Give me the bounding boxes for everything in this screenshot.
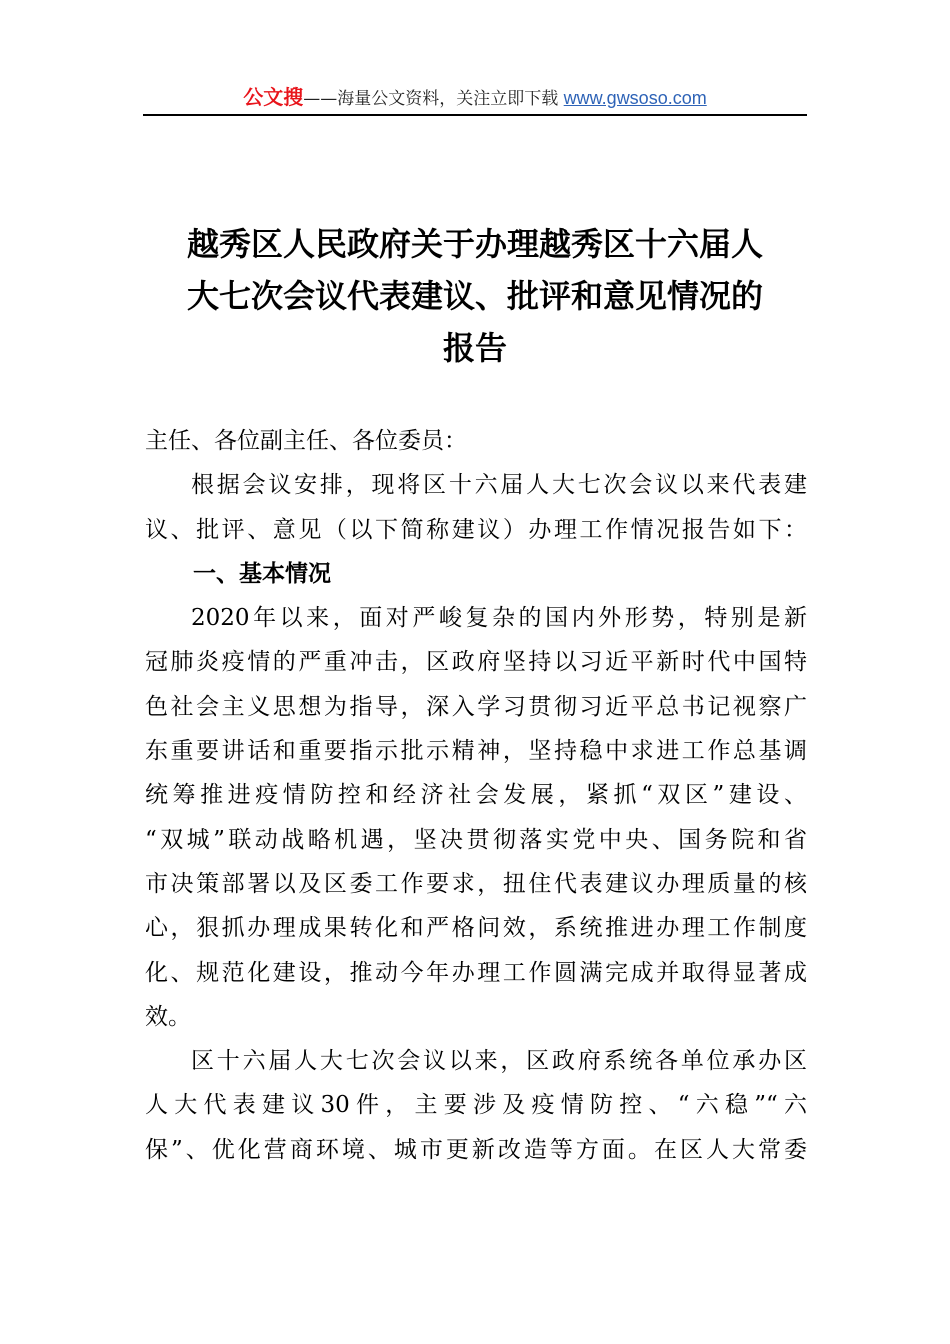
paragraph-line: 保”、优化营商环境、城市更新改造等方面。在区人大常委 [145,1136,807,1163]
paragraph-line: 心，狠抓办理成果转化和严格问效，系统推进办理工作制度 [145,915,807,942]
paragraph-line: 冠肺炎疫情的严重冲击，区政府坚持以习近平新时代中国特 [145,649,807,676]
header-tagline: ——海量公文资料，关注立即下载 [303,89,564,109]
paragraph-line: 化、规范化建设，推动今年办理工作圆满完成并取得显著成 [145,959,807,986]
paragraph-line: 2020年以来，面对严峻复杂的国内外形势，特别是新 [191,605,807,632]
intro-line: 议、批评、意见（以下简称建议）办理工作情况报告如下： [145,516,807,543]
document-body [145,419,807,1172]
paragraph-line: 效。 [145,1003,191,1030]
title-line: 大七次会议代表建议、批评和意见情况的 [186,277,763,315]
document-title [145,218,805,374]
header-divider [143,114,807,116]
brand-logo-text: 公文搜 [243,85,304,109]
intro-line: 根据会议安排，现将区十六届人大七次会议以来代表建 [191,472,807,499]
paragraph-line: 人大代表建议30件，主要涉及疫情防控、“六稳”“六 [145,1092,807,1119]
paragraph-line: 色社会主义思想为指导，深入学习贯彻习近平总书记视察广 [145,693,807,720]
title-line: 越秀区人民政府关于办理越秀区十六届人 [186,225,763,263]
salutation: 主任、各位副主任、各位委员： [145,428,467,454]
title-line: 报告 [442,329,507,367]
site-link[interactable]: www.gwsoso.com [563,88,707,108]
paragraph-line: 区十六届人大七次会议以来，区政府系统各单位承办区 [191,1048,807,1075]
paragraph-line: 市决策部署以及区委工作要求，扭住代表建议办理质量的核 [145,870,807,897]
paragraph-line: 东重要讲话和重要指示批示精神，坚持稳中求进工作总基调 [145,738,807,765]
paragraph-line: “双城”联动战略机遇，坚决贯彻落实党中央、国务院和省 [145,826,807,853]
paragraph-line: 统筹推进疫情防控和经济社会发展，紧抓“双区”建设、 [145,782,807,809]
section-heading: 一、基本情况 [193,560,331,587]
page-header [145,82,805,112]
